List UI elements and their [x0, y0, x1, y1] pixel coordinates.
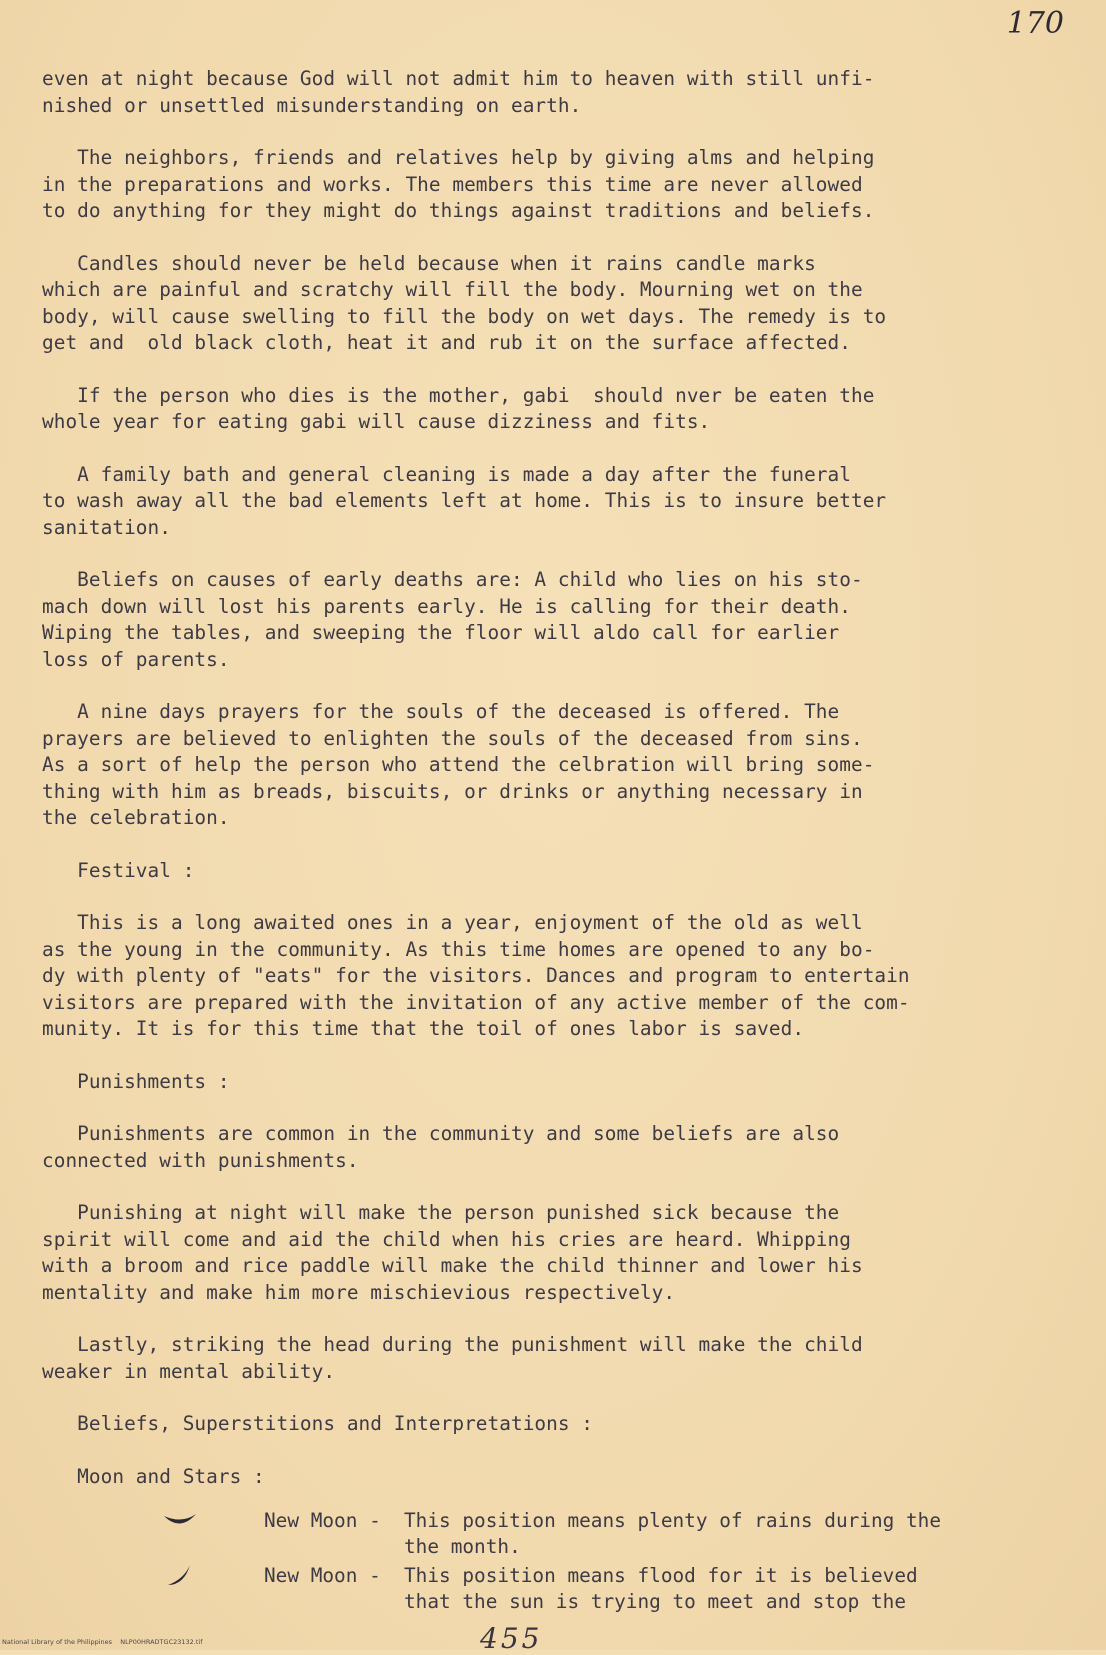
paragraph-gap — [42, 884, 1052, 910]
text-line: get and old black cloth, heat it and rub it on the surface affected. — [42, 331, 851, 354]
paragraph-gap — [42, 1385, 1052, 1411]
paragraph-gap — [42, 1095, 1052, 1121]
text-line: Wiping the tables, and sweeping the floor will aldo call for earlier — [42, 621, 840, 644]
text-line: spirit will come and aid the child when his cries are heard. Whipping — [42, 1227, 851, 1251]
text-line: Lastly, striking the head during the punishment will make the child — [42, 1333, 863, 1356]
text-line: body, will cause swelling to fill the body on wet days. The remedy is to — [42, 304, 887, 328]
moon-term: New Moon - — [264, 1564, 381, 1587]
text-line: prayers are believed to enlighten the souls of the deceased from sins. — [42, 726, 863, 750]
text-line: Beliefs, Superstitions and Interpretations : — [42, 1412, 594, 1435]
text-line: dy with plenty of "eats" for the visitors. Dances and program to entertain — [42, 964, 910, 987]
text-line: mach down will lost his parents early. He is calling for their death. — [42, 594, 851, 618]
paragraph-gap — [42, 119, 1052, 145]
text-line: Punishments : — [42, 1069, 230, 1093]
text-line: in the preparations and works. The members this time are never allowed — [42, 172, 863, 196]
text-line: connected with punishments. — [42, 1148, 359, 1172]
text-line: Beliefs on causes of early deaths are: A child who lies on his sto- — [42, 568, 863, 591]
moon-desc-line-1: This position means plenty of rains during the — [404, 1509, 942, 1532]
text-line: Punishments are common in the community and some beliefs are also — [42, 1122, 840, 1145]
text-line: If the person who dies is the mother, gabi should nver be eaten the — [42, 383, 875, 407]
text-line: sanitation. — [42, 515, 171, 539]
text-line: loss of parents. — [42, 647, 230, 671]
text-line: mentality and make him more mischievious respectively. — [42, 1280, 676, 1304]
moon-desc-line-1: This position means flood for it is believed — [404, 1564, 918, 1587]
text-line: even at night because God will not admit him to heaven with still unfi- — [42, 67, 875, 90]
text-line: with a broom and rice paddle will make the child thinner and lower his — [42, 1254, 863, 1277]
paragraph-gap — [42, 1306, 1052, 1332]
page-number: 170 — [1006, 6, 1064, 41]
moon-term: New Moon - — [264, 1509, 381, 1532]
text-line: visitors are prepared with the invitation of any active member of the com- — [42, 990, 910, 1014]
text-line: as the young in the community. As this time homes are opened to any bo- — [42, 937, 875, 961]
crescent-moon-tilted-icon — [160, 1563, 200, 1589]
paragraph-gap — [42, 1174, 1052, 1200]
paragraph-gap — [42, 673, 1052, 699]
text-line: Festival : — [42, 858, 195, 882]
text-line: to wash away all the bad elements left at home. This is to insure better — [42, 489, 887, 512]
paragraph-gap — [42, 357, 1052, 383]
crescent-moon-horizontal-icon — [160, 1508, 200, 1534]
text-line: munity. It is for this time that the toil of ones labor is saved. — [42, 1017, 805, 1040]
paragraph-gap — [42, 1043, 1052, 1069]
text-line: This is a long awaited ones in a year, enjoyment of the old as well — [42, 911, 863, 934]
text-line: which are painful and scratchy will fill the body. Mourning wet on the — [42, 278, 863, 301]
text-line: Punishing at night will make the person punished sick because the — [42, 1201, 840, 1224]
text-line: A family bath and general cleaning is made a day after the funeral — [42, 462, 851, 486]
archive-footer: National Library of the Philippines NLP00HRADTGC23132.tif — [2, 1638, 203, 1646]
text-line: the celebration. — [42, 806, 230, 829]
text-line: thing with him as breads, biscuits, or drinks or anything necessary in — [42, 779, 863, 803]
paragraph-gap — [42, 436, 1052, 462]
text-line: Candles should never be held because when it rains candle marks — [42, 251, 816, 275]
body-text — [42, 66, 1052, 1490]
text-line: nished or unsettled misunderstanding on earth. — [42, 93, 582, 117]
moon-desc-line-2: the month. — [404, 1535, 521, 1558]
text-line: Moon and Stars : — [42, 1464, 265, 1488]
moon-desc-line-2: that the sun is trying to meet and stop the — [404, 1590, 906, 1613]
paragraph-gap — [42, 541, 1052, 567]
text-line: weaker in mental ability. — [42, 1359, 336, 1383]
text-line: A nine days prayers for the souls of the deceased is offered. The — [42, 700, 840, 723]
text-line: As a sort of help the person who attend the celbration will bring some- — [42, 753, 875, 776]
paragraph-gap — [42, 832, 1052, 858]
text-line: whole year for eating gabi will cause dizziness and fits. — [42, 410, 711, 433]
handwritten-page-stamp: 455 — [480, 1622, 543, 1655]
paragraph-gap — [42, 225, 1052, 251]
text-line: The neighbors, friends and relatives help by giving alms and helping — [42, 146, 875, 169]
text-line: to do anything for they might do things against traditions and beliefs. — [42, 199, 875, 222]
paragraph-gap — [42, 1438, 1052, 1464]
